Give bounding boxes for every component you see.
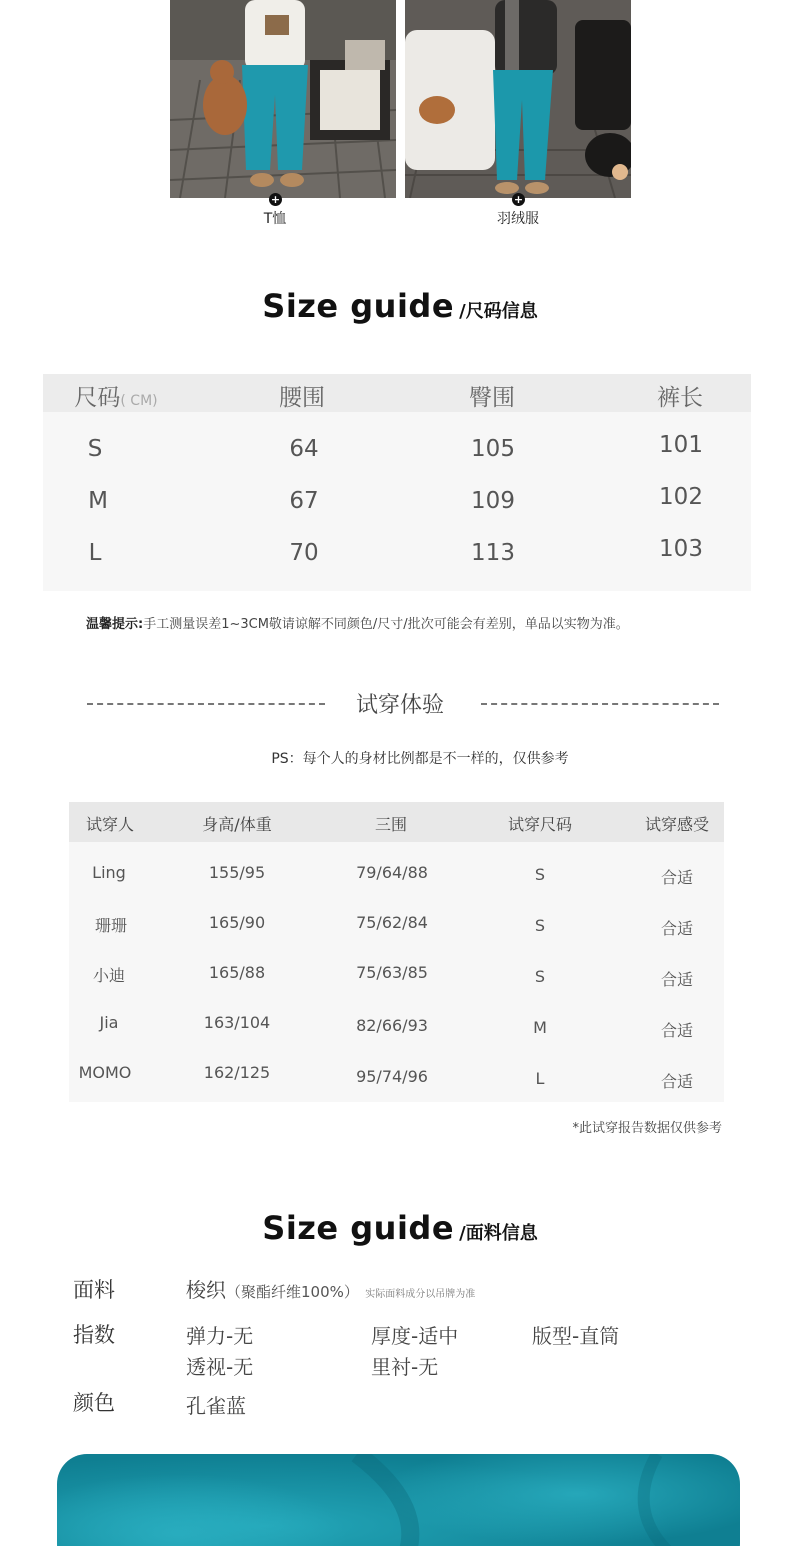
caption-tshirt[interactable]: T恤 <box>263 211 287 227</box>
fabric-guide-title: Size guide <box>262 1209 455 1247</box>
measurements-cell: 79/64/88 <box>356 863 428 882</box>
unit-label: ( CM) <box>120 393 158 409</box>
header-size-label: 尺码 <box>74 385 121 411</box>
try-on-ps: PS：每个人的身材比例都是不一样的，仅供参考 <box>271 751 569 767</box>
tried-size-cell: S <box>534 916 546 935</box>
header-length: 裤长 <box>657 385 703 411</box>
header-hip: 臀围 <box>469 385 515 411</box>
header-waist: 腰围 <box>279 385 325 411</box>
height-weight-cell: 165/88 <box>208 963 266 982</box>
index-fit: 版型-直筒 <box>532 1324 620 1348</box>
index-thickness: 厚度-适中 <box>371 1324 459 1348</box>
feeling-cell: 合适 <box>660 1072 694 1091</box>
tip-label: 温馨提示: <box>86 617 144 632</box>
header-feeling: 试穿感受 <box>644 815 710 834</box>
hip-cell: 105 <box>471 436 515 462</box>
index-transparency: 透视-无 <box>186 1355 254 1379</box>
color-value: 孔雀蓝 <box>186 1394 246 1418</box>
feeling-cell: 合适 <box>660 1021 694 1040</box>
hip-cell: 109 <box>471 488 515 514</box>
tester-cell: 珊珊 <box>94 916 128 935</box>
header-size <box>74 379 157 412</box>
measurements-cell: 75/63/85 <box>356 963 428 982</box>
feeling-cell: 合适 <box>660 970 694 989</box>
header-measurements: 三围 <box>374 815 408 834</box>
material-note: 实际面料成分以吊牌为准 <box>365 1289 476 1300</box>
try-on-table-header <box>69 802 724 842</box>
tip-text: 手工测量误差1~3CM敬请谅解不同颜色/尺寸/批次可能会有差别，单品以实物为准。 <box>143 617 629 632</box>
size-guide-subtitle: /尺码信息 <box>459 301 538 322</box>
size-cell: M <box>88 488 108 514</box>
tried-size-cell: M <box>533 1018 547 1037</box>
feeling-cell: 合适 <box>660 868 694 887</box>
try-on-table <box>69 802 724 1102</box>
size-guide-title: Size guide <box>262 287 455 325</box>
feeling-cell: 合适 <box>660 919 694 938</box>
measurements-cell: 82/66/93 <box>356 1016 428 1035</box>
material-value: 梭织 <box>186 1278 226 1302</box>
fabric-guide-heading <box>0 1209 800 1247</box>
height-weight-cell: 162/125 <box>203 1063 271 1082</box>
waist-cell: 67 <box>289 488 319 514</box>
height-weight-cell: 163/104 <box>203 1013 271 1032</box>
material-detail: （聚酯纤维100%） <box>226 1283 359 1301</box>
measurement-tip <box>86 613 629 632</box>
measurements-cell: 95/74/96 <box>356 1067 428 1086</box>
size-table-header <box>43 374 751 412</box>
waist-cell: 64 <box>289 436 319 462</box>
try-on-title: 试穿体验 <box>355 693 444 718</box>
tried-size-cell: S <box>534 865 546 884</box>
header-tried-size: 试穿尺码 <box>507 815 573 834</box>
material-label: 面料 <box>73 1278 115 1302</box>
product-photo-tshirt[interactable] <box>170 0 396 198</box>
try-on-note: *此试穿报告数据仅供参考 <box>572 1121 722 1136</box>
height-weight-cell: 165/90 <box>208 913 266 932</box>
tester-cell: Jia <box>99 1013 119 1032</box>
caption-down-jacket[interactable]: 羽绒服 <box>497 211 539 227</box>
tester-cell: MOMO <box>78 1063 132 1082</box>
length-cell: 101 <box>659 432 703 458</box>
add-tshirt-icon[interactable]: + <box>270 193 281 206</box>
tried-size-cell: L <box>535 1069 545 1088</box>
add-jacket-icon[interactable]: + <box>513 193 524 206</box>
length-cell: 102 <box>659 484 703 510</box>
index-lining: 里衬-无 <box>371 1355 439 1379</box>
header-tester: 试穿人 <box>85 815 135 834</box>
size-table <box>43 374 751 591</box>
fabric-swatch-image <box>57 1454 740 1546</box>
size-cell: S <box>87 436 103 462</box>
material-info <box>186 1274 475 1303</box>
tester-cell: 小迪 <box>92 966 126 985</box>
header-height-weight: 身高/体重 <box>202 815 272 834</box>
color-label: 颜色 <box>73 1391 115 1415</box>
size-cell: L <box>88 540 102 566</box>
tried-size-cell: S <box>534 967 546 986</box>
fabric-guide-subtitle: /面料信息 <box>459 1223 538 1244</box>
hip-cell: 113 <box>471 540 515 566</box>
index-label: 指数 <box>73 1323 115 1347</box>
size-guide-heading <box>0 287 800 325</box>
index-elasticity: 弹力-无 <box>186 1324 254 1348</box>
tester-cell: Ling <box>92 863 126 882</box>
waist-cell: 70 <box>289 540 319 566</box>
height-weight-cell: 155/95 <box>208 863 266 882</box>
measurements-cell: 75/62/84 <box>356 913 428 932</box>
length-cell: 103 <box>659 536 703 562</box>
product-photo-down-jacket[interactable] <box>405 0 631 198</box>
